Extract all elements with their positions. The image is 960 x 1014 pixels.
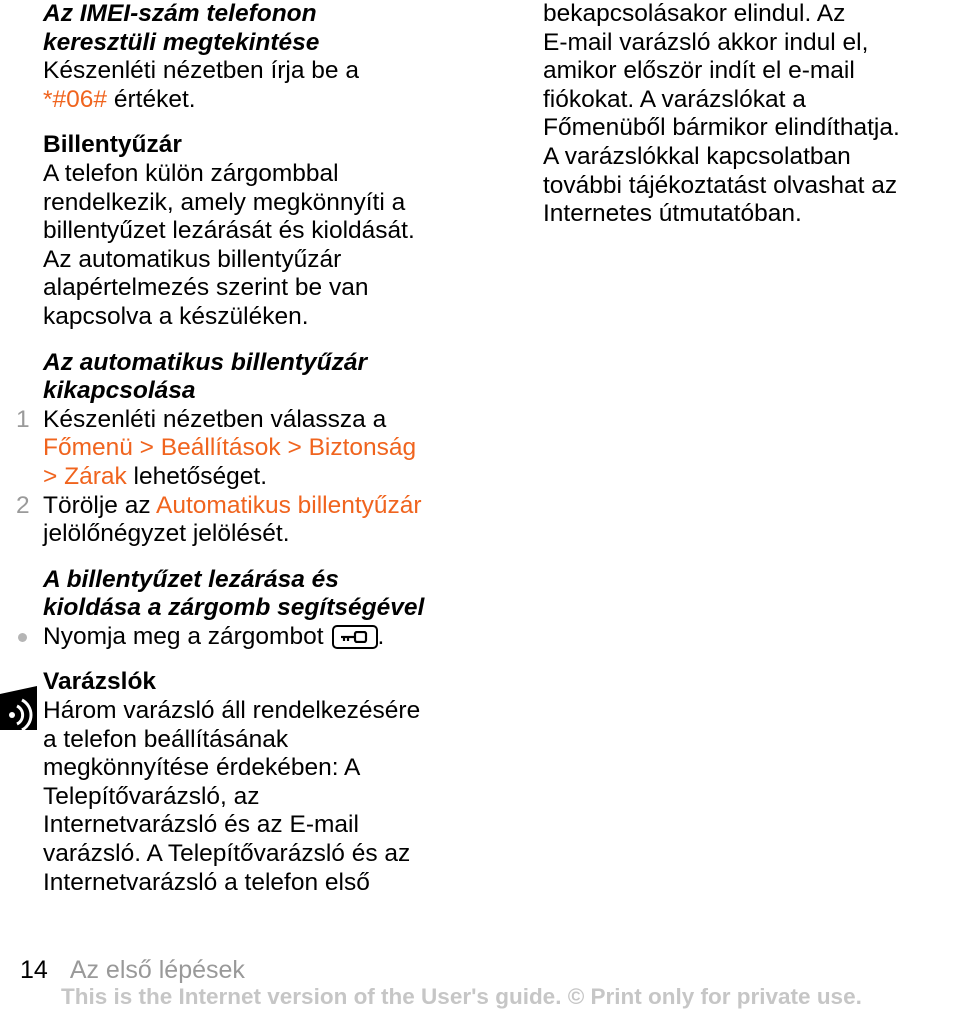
right-text-line: bekapcsolásakor elindul. Az — [543, 0, 846, 27]
step-2-prefix: Törölje az — [43, 491, 157, 519]
right-text-line: fiókokat. A varázslókat a — [543, 85, 806, 113]
keylock-section — [43, 131, 493, 331]
right-text-line: Főmenüből bármikor elindíthatja. — [543, 114, 900, 142]
menu-path-end: > Zárak — [43, 462, 127, 490]
right-text-line: E-mail varázsló akkor indul el, — [543, 28, 869, 56]
section-title: Az első lépések — [69, 956, 245, 984]
wizards-heading: Varázslók — [43, 668, 157, 696]
wizards-text-line: a telefon beállításának — [43, 725, 289, 753]
watermark: This is the Internet version of the User's guide. © Print only for private use. — [61, 984, 862, 1009]
step-1 — [16, 405, 493, 492]
step-1-text: Készenléti nézetben válassza a — [43, 405, 387, 433]
key-lock-icon — [332, 625, 378, 649]
keylock-text-line: alapértelmezés szerint be van — [43, 274, 369, 302]
right-text-line: amikor először indít el e-mail — [543, 57, 855, 85]
left-column — [16, 0, 493, 897]
wizards-text-line: Telepítővarázsló, az — [43, 782, 260, 810]
keylock-text-line: A telefon külön zárgombbal — [43, 159, 339, 187]
keylock-text-line: billentyűzet lezárását és kioldását. — [43, 217, 415, 245]
page-footer — [20, 955, 245, 985]
right-text-line: Internetes útmutatóban. — [543, 200, 802, 228]
keylock-text-line: kapcsolva a készüléken. — [43, 302, 309, 330]
wizards-text-line: Három varázsló áll rendelkezésére — [43, 697, 421, 725]
page-number: 14 — [20, 956, 48, 984]
wizards-text-line: varázsló. A Telepítővarázsló és az — [43, 840, 411, 868]
step-number: 2 — [16, 491, 30, 519]
right-column — [543, 0, 958, 229]
autolock-heading-line-1: Az automatikus billentyűzár — [43, 348, 368, 376]
autolock-off-section — [16, 348, 493, 549]
imei-heading-line-2: keresztüli megtekintése — [43, 28, 320, 56]
wizard-icon — [0, 686, 37, 730]
imei-text-line-2 — [43, 86, 493, 115]
bullet-end: . — [377, 622, 385, 650]
menu-path: Főmenü > Beállítások > Biztonság — [43, 434, 417, 462]
imei-heading-line-1: Az IMEI-szám telefonon — [43, 0, 317, 27]
wizards-text-line: megkönnyítése érdekében: A — [43, 754, 361, 782]
wizards-text-line: Internetvarázsló és az E-mail — [43, 811, 359, 839]
lock-key-heading-line-1: A billentyűzet lezárása és — [43, 565, 339, 593]
step-2-line-2: jelölőnégyzet jelölését. — [43, 520, 290, 548]
bullet-text: Nyomja meg a zárgombot — [43, 622, 324, 650]
wizards-text-line: Internetvarázsló a telefon első — [43, 868, 370, 896]
autolock-heading-line-2: kikapcsolása — [43, 377, 196, 405]
wizards-section — [43, 668, 493, 897]
keylock-heading: Billentyűzár — [43, 131, 182, 159]
lock-key-section — [43, 566, 493, 652]
imei-section — [43, 0, 493, 114]
bullet-item — [43, 623, 493, 652]
right-text-line: további tájékoztatást olvashat az — [543, 171, 898, 199]
step-number: 1 — [16, 405, 30, 433]
keylock-text-line: Az automatikus billentyűzár — [43, 245, 342, 273]
imei-code: *#06# — [43, 85, 108, 113]
step-1-suffix: lehetőséget. — [126, 462, 268, 490]
step-2 — [16, 491, 493, 549]
keylock-text-line: rendelkezik, amely megkönnyíti a — [43, 188, 406, 216]
imei-text-line-1: Készenléti nézetben írja be a — [43, 57, 359, 85]
bullet-dot — [18, 633, 27, 642]
option-name: Automatikus billentyűzár — [156, 491, 422, 519]
lock-key-heading-line-2: kioldása a zárgomb segítségével — [43, 594, 425, 622]
right-text-line: A varázslókkal kapcsolatban — [543, 142, 851, 170]
imei-suffix: értéket. — [107, 85, 196, 113]
